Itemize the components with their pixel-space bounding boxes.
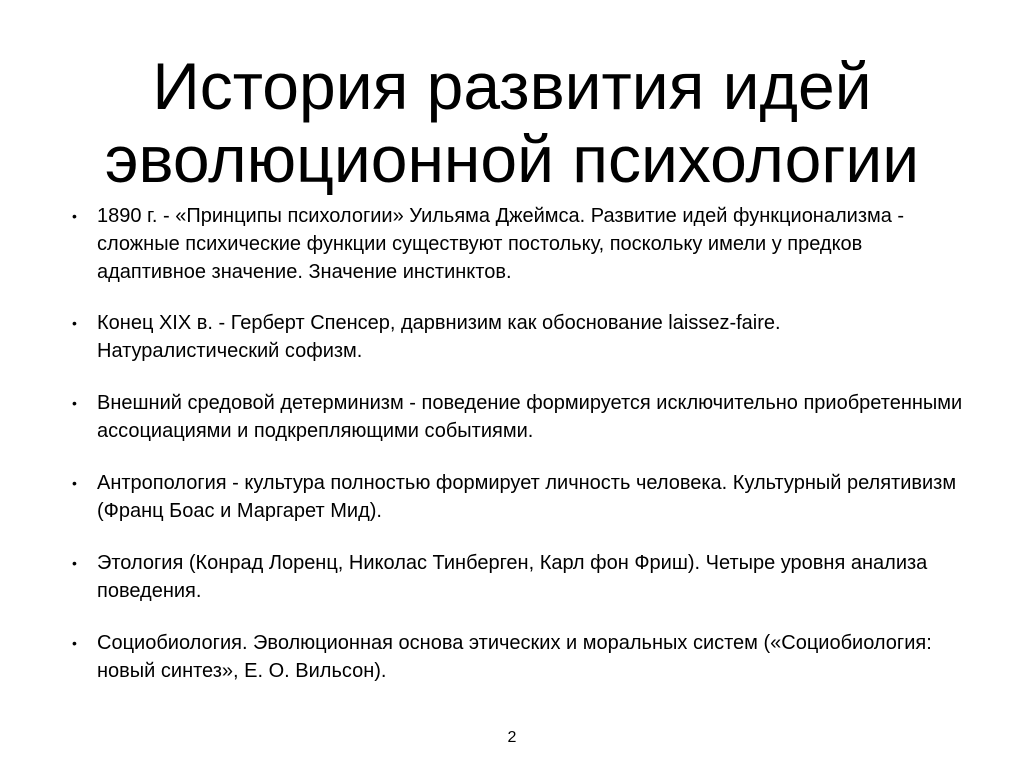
bullet-text: Конец XIX в. - Герберт Спенсер, дарвнизим как обоснование laissez-faire. Натуралистический софизм. bbox=[97, 312, 781, 362]
bullet-marker: • bbox=[72, 475, 77, 491]
slide-title-line-2: эволюционной психологии bbox=[104, 121, 920, 196]
bullet-text: 1890 г. - «Принципы психологии» Уильяма Джеймса. Развитие идей функционализма - сложные психические функции существуют постольку, поскольку имели у предков адаптивное значение. Значение инстинктов. bbox=[97, 205, 905, 283]
page-number: 2 bbox=[507, 729, 517, 746]
bullet-text: Внешний средовой детерминизм - поведение формируется исключительно приобретенными ассоциациями и подкрепляющими событиями. bbox=[97, 392, 963, 442]
bullet-marker: • bbox=[72, 395, 77, 411]
bullet-text: Этология (Конрад Лоренц, Николас Тинберген, Карл фон Фриш). Четыре уровня анализа поведения. bbox=[97, 552, 928, 602]
bullet-text: Антропология - культура полностью формирует личность человека. Культурный релятивизм (Франц Боас и Маргарет Мид). bbox=[97, 472, 957, 522]
bullet-marker: • bbox=[72, 635, 77, 651]
bullet-marker: • bbox=[72, 555, 77, 571]
bullet-marker: • bbox=[72, 315, 77, 331]
slide-title-line-1: История развития идей bbox=[152, 49, 872, 123]
bullet-marker: • bbox=[72, 208, 77, 224]
bullet-text: Социобиология. Эволюционная основа этических и моральных систем («Социобиология: новый синтез», Е. О. Вильсон). bbox=[97, 632, 932, 682]
